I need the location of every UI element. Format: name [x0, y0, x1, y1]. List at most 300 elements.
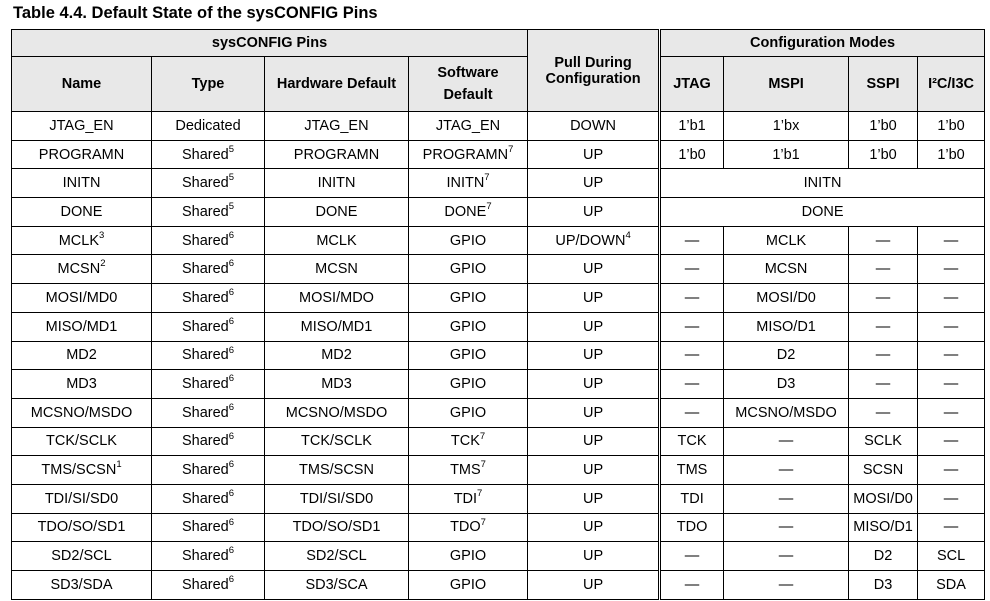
- cell-software-default-text: INITN: [446, 175, 485, 192]
- cell-type-text: Shared: [181, 261, 229, 278]
- cell-pull: [528, 198, 660, 227]
- cell-sspi-text: 1’b0: [869, 146, 897, 163]
- cell-i2c-i3c: [918, 284, 985, 313]
- cell-name: [12, 427, 152, 456]
- cell-software-default-text: TCK: [450, 433, 480, 450]
- cell-name: [12, 255, 152, 284]
- cell-i2c-i3c-text: SDA: [936, 576, 966, 593]
- cell-pull: [528, 112, 660, 141]
- cell-name: [12, 456, 152, 485]
- cell-hardware-default: [265, 341, 409, 370]
- cell-mspi: [724, 484, 849, 513]
- cell-name: [12, 169, 152, 198]
- cell-software-default: [409, 456, 528, 485]
- cell-jtag-text: 1’b1: [678, 117, 706, 134]
- table-row: [12, 484, 985, 513]
- cell-pull-text: UP: [582, 175, 604, 192]
- cell-sspi: [849, 542, 918, 571]
- cell-jtag-text: TDI: [680, 490, 704, 507]
- cell-software-default-text: GPIO: [449, 232, 487, 249]
- cell-i2c-i3c-text: SCL: [936, 548, 966, 565]
- cell-type: [152, 571, 265, 600]
- cell-i2c-i3c-text: —: [943, 404, 959, 421]
- cell-mspi: [724, 456, 849, 485]
- cell-type: [152, 398, 265, 427]
- cell-name-text: TDO/SO/SD1: [37, 519, 126, 536]
- cell-hardware-default-text: DONE: [315, 203, 358, 220]
- cell-jtag: [660, 312, 724, 341]
- cell-pull-text: UP: [582, 318, 604, 335]
- cell-name: [12, 542, 152, 571]
- cell-sspi-text: MISO/D1: [853, 519, 913, 536]
- footnote-marker: 7: [480, 459, 486, 471]
- header-name: Name: [12, 57, 152, 112]
- cell-type-text: Shared: [181, 576, 229, 593]
- table-row: [12, 456, 985, 485]
- cell-software-default-text: DONE: [444, 203, 487, 220]
- cell-i2c-i3c: [918, 484, 985, 513]
- cell-sspi: [849, 484, 918, 513]
- cell-name: [12, 226, 152, 255]
- cell-hardware-default: [265, 140, 409, 169]
- cell-i2c-i3c: [918, 571, 985, 600]
- cell-sspi-text: —: [875, 318, 891, 335]
- cell-mspi-text: —: [778, 462, 794, 479]
- cell-pull-text: UP: [582, 261, 604, 278]
- cell-jtag: [660, 542, 724, 571]
- cell-name-text: SD3/SDA: [50, 576, 113, 593]
- cell-sspi: [849, 427, 918, 456]
- cell-software-default-text: GPIO: [449, 404, 487, 421]
- header-sspi: SSPI: [849, 57, 918, 112]
- table-row: [12, 398, 985, 427]
- footnote-marker: 6: [228, 516, 235, 528]
- cell-mspi-text: MCSNO/MSDO: [735, 404, 837, 421]
- cell-software-default: [409, 341, 528, 370]
- cell-name-text: JTAG_EN: [49, 117, 114, 134]
- cell-type-text: Shared: [181, 433, 229, 450]
- cell-pull-text: UP: [582, 519, 604, 536]
- cell-type-text: Shared: [181, 232, 229, 249]
- cell-name: [12, 370, 152, 399]
- cell-mspi-text: MOSI/D0: [756, 289, 816, 306]
- cell-config-mode-span: [660, 198, 985, 227]
- table-row: [12, 112, 985, 141]
- cell-hardware-default: [265, 542, 409, 571]
- cell-pull-text: UP: [582, 203, 604, 220]
- cell-jtag: [660, 226, 724, 255]
- cell-type-text: Shared: [181, 376, 229, 393]
- cell-type: [152, 226, 265, 255]
- footnote-marker: 6: [228, 401, 235, 413]
- cell-sspi-text: D3: [873, 576, 893, 593]
- cell-sspi-text: —: [875, 404, 891, 421]
- cell-name-text: MOSI/MD0: [45, 289, 118, 306]
- cell-i2c-i3c: [918, 312, 985, 341]
- cell-type-text: Shared: [181, 404, 229, 421]
- cell-name-text: INITN: [62, 175, 101, 192]
- cell-hardware-default-text: MISO/MD1: [300, 318, 373, 335]
- cell-hardware-default-text: MCSNO/MSDO: [285, 404, 388, 421]
- cell-sspi-text: 1’b0: [869, 117, 897, 134]
- table-row: [12, 370, 985, 399]
- footnote-marker: 7: [486, 201, 492, 213]
- cell-jtag: [660, 370, 724, 399]
- cell-type-text: Shared: [181, 175, 229, 192]
- cell-mspi-text: 1’b1: [772, 146, 800, 163]
- cell-i2c-i3c: [918, 341, 985, 370]
- cell-type: [152, 484, 265, 513]
- cell-software-default: [409, 169, 528, 198]
- cell-name: [12, 284, 152, 313]
- cell-i2c-i3c-text: —: [943, 519, 959, 536]
- cell-sspi-text: SCSN: [862, 462, 904, 479]
- table-row: [12, 542, 985, 571]
- cell-software-default-text: GPIO: [449, 376, 487, 393]
- cell-jtag-text: —: [684, 261, 700, 278]
- footnote-marker: 7: [484, 172, 490, 184]
- cell-type: [152, 312, 265, 341]
- cell-hardware-default: [265, 198, 409, 227]
- cell-i2c-i3c-text: —: [943, 289, 959, 306]
- cell-name: [12, 513, 152, 542]
- cell-i2c-i3c: [918, 542, 985, 571]
- cell-pull: [528, 226, 660, 255]
- cell-software-default: [409, 427, 528, 456]
- cell-mspi: [724, 398, 849, 427]
- footnote-marker: 7: [479, 430, 486, 442]
- cell-mspi: [724, 255, 849, 284]
- cell-hardware-default-text: SD2/SCL: [306, 548, 367, 565]
- cell-mspi: [724, 226, 849, 255]
- cell-i2c-i3c: [918, 140, 985, 169]
- cell-jtag: [660, 398, 724, 427]
- cell-config-mode-span-text: INITN: [803, 175, 842, 192]
- cell-name-text: TCK/SCLK: [46, 433, 117, 450]
- cell-type-text: Shared: [181, 462, 229, 479]
- cell-mspi: [724, 140, 849, 169]
- cell-hardware-default-text: MCLK: [316, 232, 357, 249]
- cell-pull: [528, 484, 660, 513]
- cell-sspi-text: SCLK: [864, 433, 902, 450]
- cell-hardware-default: [265, 571, 409, 600]
- cell-name-text: MD2: [66, 347, 97, 364]
- cell-hardware-default: [265, 370, 409, 399]
- cell-sspi: [849, 513, 918, 542]
- cell-type: [152, 456, 265, 485]
- cell-pull-text: UP/DOWN: [555, 232, 626, 249]
- footnote-marker: 7: [477, 487, 483, 499]
- cell-i2c-i3c: [918, 226, 985, 255]
- cell-pull: [528, 542, 660, 571]
- cell-jtag: [660, 427, 724, 456]
- cell-name-text: DONE: [60, 203, 103, 220]
- footnote-marker: 6: [228, 487, 235, 499]
- cell-sspi-text: —: [875, 289, 891, 306]
- cell-jtag-text: —: [684, 576, 700, 593]
- cell-mspi-text: —: [778, 548, 794, 565]
- cell-mspi: [724, 427, 849, 456]
- cell-software-default-text: GPIO: [449, 261, 487, 278]
- cell-pull: [528, 370, 660, 399]
- cell-sspi: [849, 341, 918, 370]
- header-hardware-default: Hardware Default: [265, 57, 409, 112]
- cell-software-default-text: GPIO: [449, 576, 487, 593]
- cell-hardware-default-text: JTAG_EN: [304, 117, 369, 134]
- cell-hardware-default: [265, 226, 409, 255]
- cell-pull-text: UP: [582, 490, 604, 507]
- cell-name: [12, 398, 152, 427]
- cell-mspi-text: —: [778, 519, 794, 536]
- cell-pull-text: UP: [582, 347, 604, 364]
- header-type: Type: [152, 57, 265, 112]
- cell-name-text: MCSN: [57, 261, 101, 278]
- cell-hardware-default: [265, 112, 409, 141]
- cell-sspi: [849, 370, 918, 399]
- cell-type: [152, 140, 265, 169]
- cell-jtag: [660, 484, 724, 513]
- cell-pull-text: UP: [582, 376, 604, 393]
- cell-software-default: [409, 284, 528, 313]
- cell-i2c-i3c-text: —: [943, 347, 959, 364]
- cell-hardware-default: [265, 484, 409, 513]
- cell-software-default: [409, 571, 528, 600]
- cell-name-text: TDI/SI/SD0: [44, 490, 119, 507]
- cell-mspi-text: D2: [776, 347, 796, 364]
- cell-software-default-text: JTAG_EN: [435, 117, 501, 134]
- header-software-default: Software Default: [409, 57, 528, 112]
- cell-pull: [528, 427, 660, 456]
- cell-sspi-text: MOSI/D0: [853, 490, 913, 507]
- cell-pull-text: UP: [582, 146, 604, 163]
- cell-software-default: [409, 198, 528, 227]
- cell-sspi-text: —: [875, 232, 891, 249]
- cell-jtag: [660, 513, 724, 542]
- cell-software-default-text: PROGRAMN: [422, 146, 509, 163]
- cell-jtag-text: —: [684, 376, 700, 393]
- cell-i2c-i3c: [918, 255, 985, 284]
- header-configuration-modes: Configuration Modes: [660, 30, 985, 57]
- cell-config-mode-span-text: DONE: [801, 203, 844, 220]
- cell-name: [12, 484, 152, 513]
- cell-software-default-text: TDI: [453, 490, 478, 507]
- cell-type: [152, 427, 265, 456]
- cell-name-text: MISO/MD1: [45, 318, 118, 335]
- cell-type: [152, 198, 265, 227]
- header-i2c-i3c: I²C/I3C: [918, 57, 985, 112]
- footnote-marker: 1: [116, 459, 122, 471]
- cell-pull-text: UP: [582, 404, 604, 421]
- cell-software-default: [409, 226, 528, 255]
- cell-mspi: [724, 542, 849, 571]
- table-caption: Table 4.4. Default State of the sysCONFIG Pins: [13, 4, 378, 22]
- cell-jtag: [660, 112, 724, 141]
- cell-jtag-text: —: [684, 347, 700, 364]
- cell-software-default: [409, 398, 528, 427]
- cell-name: [12, 140, 152, 169]
- cell-hardware-default-text: MD2: [321, 347, 352, 364]
- header-jtag: JTAG: [660, 57, 724, 112]
- footnote-marker: 2: [100, 258, 106, 270]
- cell-mspi: [724, 571, 849, 600]
- footnote-marker: 6: [228, 229, 235, 241]
- cell-jtag-text: TDO: [676, 519, 708, 536]
- cell-type-text: Shared: [181, 146, 229, 163]
- cell-hardware-default: [265, 513, 409, 542]
- cell-pull-text: DOWN: [570, 117, 616, 134]
- cell-sspi: [849, 398, 918, 427]
- cell-pull: [528, 284, 660, 313]
- cell-mspi-text: —: [778, 490, 794, 507]
- cell-pull: [528, 513, 660, 542]
- cell-pull: [528, 169, 660, 198]
- cell-type-text: Shared: [181, 318, 229, 335]
- cell-i2c-i3c: [918, 513, 985, 542]
- table-row: [12, 169, 985, 198]
- cell-i2c-i3c: [918, 370, 985, 399]
- cell-sspi: [849, 226, 918, 255]
- table-row: [12, 284, 985, 313]
- cell-hardware-default-text: MOSI/MDO: [299, 289, 374, 306]
- cell-jtag-text: —: [684, 318, 700, 335]
- cell-type: [152, 112, 265, 141]
- cell-software-default-text: GPIO: [449, 318, 487, 335]
- cell-sspi: [849, 140, 918, 169]
- table-row: [12, 140, 985, 169]
- cell-pull: [528, 140, 660, 169]
- cell-i2c-i3c: [918, 398, 985, 427]
- cell-i2c-i3c-text: 1’b0: [937, 146, 965, 163]
- header-sysconfig-pins: sysCONFIG Pins: [12, 30, 528, 57]
- cell-pull-text: UP: [582, 548, 604, 565]
- footnote-marker: 7: [480, 516, 486, 528]
- header-mspi: MSPI: [724, 57, 849, 112]
- cell-software-default-text: TMS: [450, 462, 481, 479]
- cell-jtag-text: —: [684, 232, 700, 249]
- cell-mspi: [724, 284, 849, 313]
- cell-jtag: [660, 456, 724, 485]
- cell-mspi: [724, 112, 849, 141]
- footnote-marker: 6: [228, 258, 235, 270]
- cell-i2c-i3c: [918, 427, 985, 456]
- footnote-marker: 6: [228, 430, 235, 442]
- cell-mspi-text: 1’bx: [772, 117, 800, 134]
- cell-hardware-default-text: SD3/SCA: [305, 576, 368, 593]
- table-row: [12, 226, 985, 255]
- table-row: [12, 571, 985, 600]
- cell-hardware-default: [265, 169, 409, 198]
- cell-pull: [528, 341, 660, 370]
- cell-software-default: [409, 312, 528, 341]
- cell-hardware-default-text: MD3: [321, 376, 352, 393]
- cell-name-text: MCLK: [58, 232, 99, 249]
- cell-type: [152, 169, 265, 198]
- cell-hardware-default: [265, 255, 409, 284]
- cell-jtag-text: —: [684, 289, 700, 306]
- cell-hardware-default: [265, 456, 409, 485]
- cell-sspi-text: —: [875, 347, 891, 364]
- table-body: [12, 112, 985, 600]
- cell-software-default-text: TDO: [450, 519, 481, 536]
- cell-sspi: [849, 571, 918, 600]
- cell-hardware-default-text: TDO/SO/SD1: [292, 519, 381, 536]
- cell-i2c-i3c-text: —: [943, 462, 959, 479]
- cell-hardware-default: [265, 427, 409, 456]
- cell-jtag-text: —: [684, 404, 700, 421]
- footnote-marker: 6: [228, 344, 235, 356]
- table-row: [12, 255, 985, 284]
- cell-hardware-default-text: TDI/SI/SD0: [299, 490, 374, 507]
- cell-mspi: [724, 513, 849, 542]
- cell-pull: [528, 456, 660, 485]
- cell-i2c-i3c-text: 1’b0: [937, 117, 965, 134]
- cell-i2c-i3c-text: —: [943, 490, 959, 507]
- cell-type-text: Shared: [181, 548, 229, 565]
- footnote-marker: 6: [228, 545, 235, 557]
- cell-type: [152, 370, 265, 399]
- cell-i2c-i3c: [918, 456, 985, 485]
- cell-name-text: SD2/SCL: [51, 548, 112, 565]
- cell-hardware-default: [265, 398, 409, 427]
- table-row: [12, 198, 985, 227]
- cell-pull-text: UP: [582, 576, 604, 593]
- cell-name-text: PROGRAMN: [38, 146, 125, 163]
- cell-i2c-i3c-text: —: [943, 433, 959, 450]
- cell-name-text: TMS/SCSN: [41, 462, 117, 479]
- cell-jtag-text: —: [684, 548, 700, 565]
- cell-pull: [528, 398, 660, 427]
- cell-hardware-default-text: TCK/SCLK: [301, 433, 372, 450]
- cell-pull: [528, 312, 660, 341]
- cell-type: [152, 513, 265, 542]
- footnote-marker: 6: [228, 315, 235, 327]
- cell-type-text: Shared: [181, 347, 229, 364]
- cell-type: [152, 284, 265, 313]
- cell-software-default-text: GPIO: [449, 548, 487, 565]
- cell-type-text: Dedicated: [175, 117, 241, 134]
- cell-pull-text: UP: [582, 433, 604, 450]
- cell-software-default: [409, 112, 528, 141]
- cell-name: [12, 312, 152, 341]
- footnote-marker: 6: [228, 373, 235, 385]
- cell-software-default: [409, 255, 528, 284]
- cell-pull: [528, 571, 660, 600]
- cell-type: [152, 341, 265, 370]
- cell-hardware-default-text: MCSN: [315, 261, 358, 278]
- cell-hardware-default: [265, 312, 409, 341]
- cell-software-default-text: GPIO: [449, 289, 487, 306]
- cell-sspi-text: —: [875, 261, 891, 278]
- cell-i2c-i3c-text: —: [943, 261, 959, 278]
- cell-mspi-text: MISO/D1: [756, 318, 816, 335]
- cell-sspi: [849, 312, 918, 341]
- cell-hardware-default: [265, 284, 409, 313]
- cell-hardware-default-text: INITN: [317, 175, 356, 192]
- cell-jtag: [660, 255, 724, 284]
- cell-name: [12, 198, 152, 227]
- footnote-marker: 5: [228, 172, 235, 184]
- footnote-marker: 6: [228, 459, 235, 471]
- cell-mspi-text: —: [778, 576, 794, 593]
- cell-i2c-i3c-text: —: [943, 232, 959, 249]
- cell-jtag-text: TCK: [677, 433, 707, 450]
- cell-pull: [528, 255, 660, 284]
- cell-software-default: [409, 513, 528, 542]
- cell-type-text: Shared: [181, 490, 229, 507]
- cell-name: [12, 341, 152, 370]
- cell-i2c-i3c-text: —: [943, 318, 959, 335]
- cell-jtag: [660, 284, 724, 313]
